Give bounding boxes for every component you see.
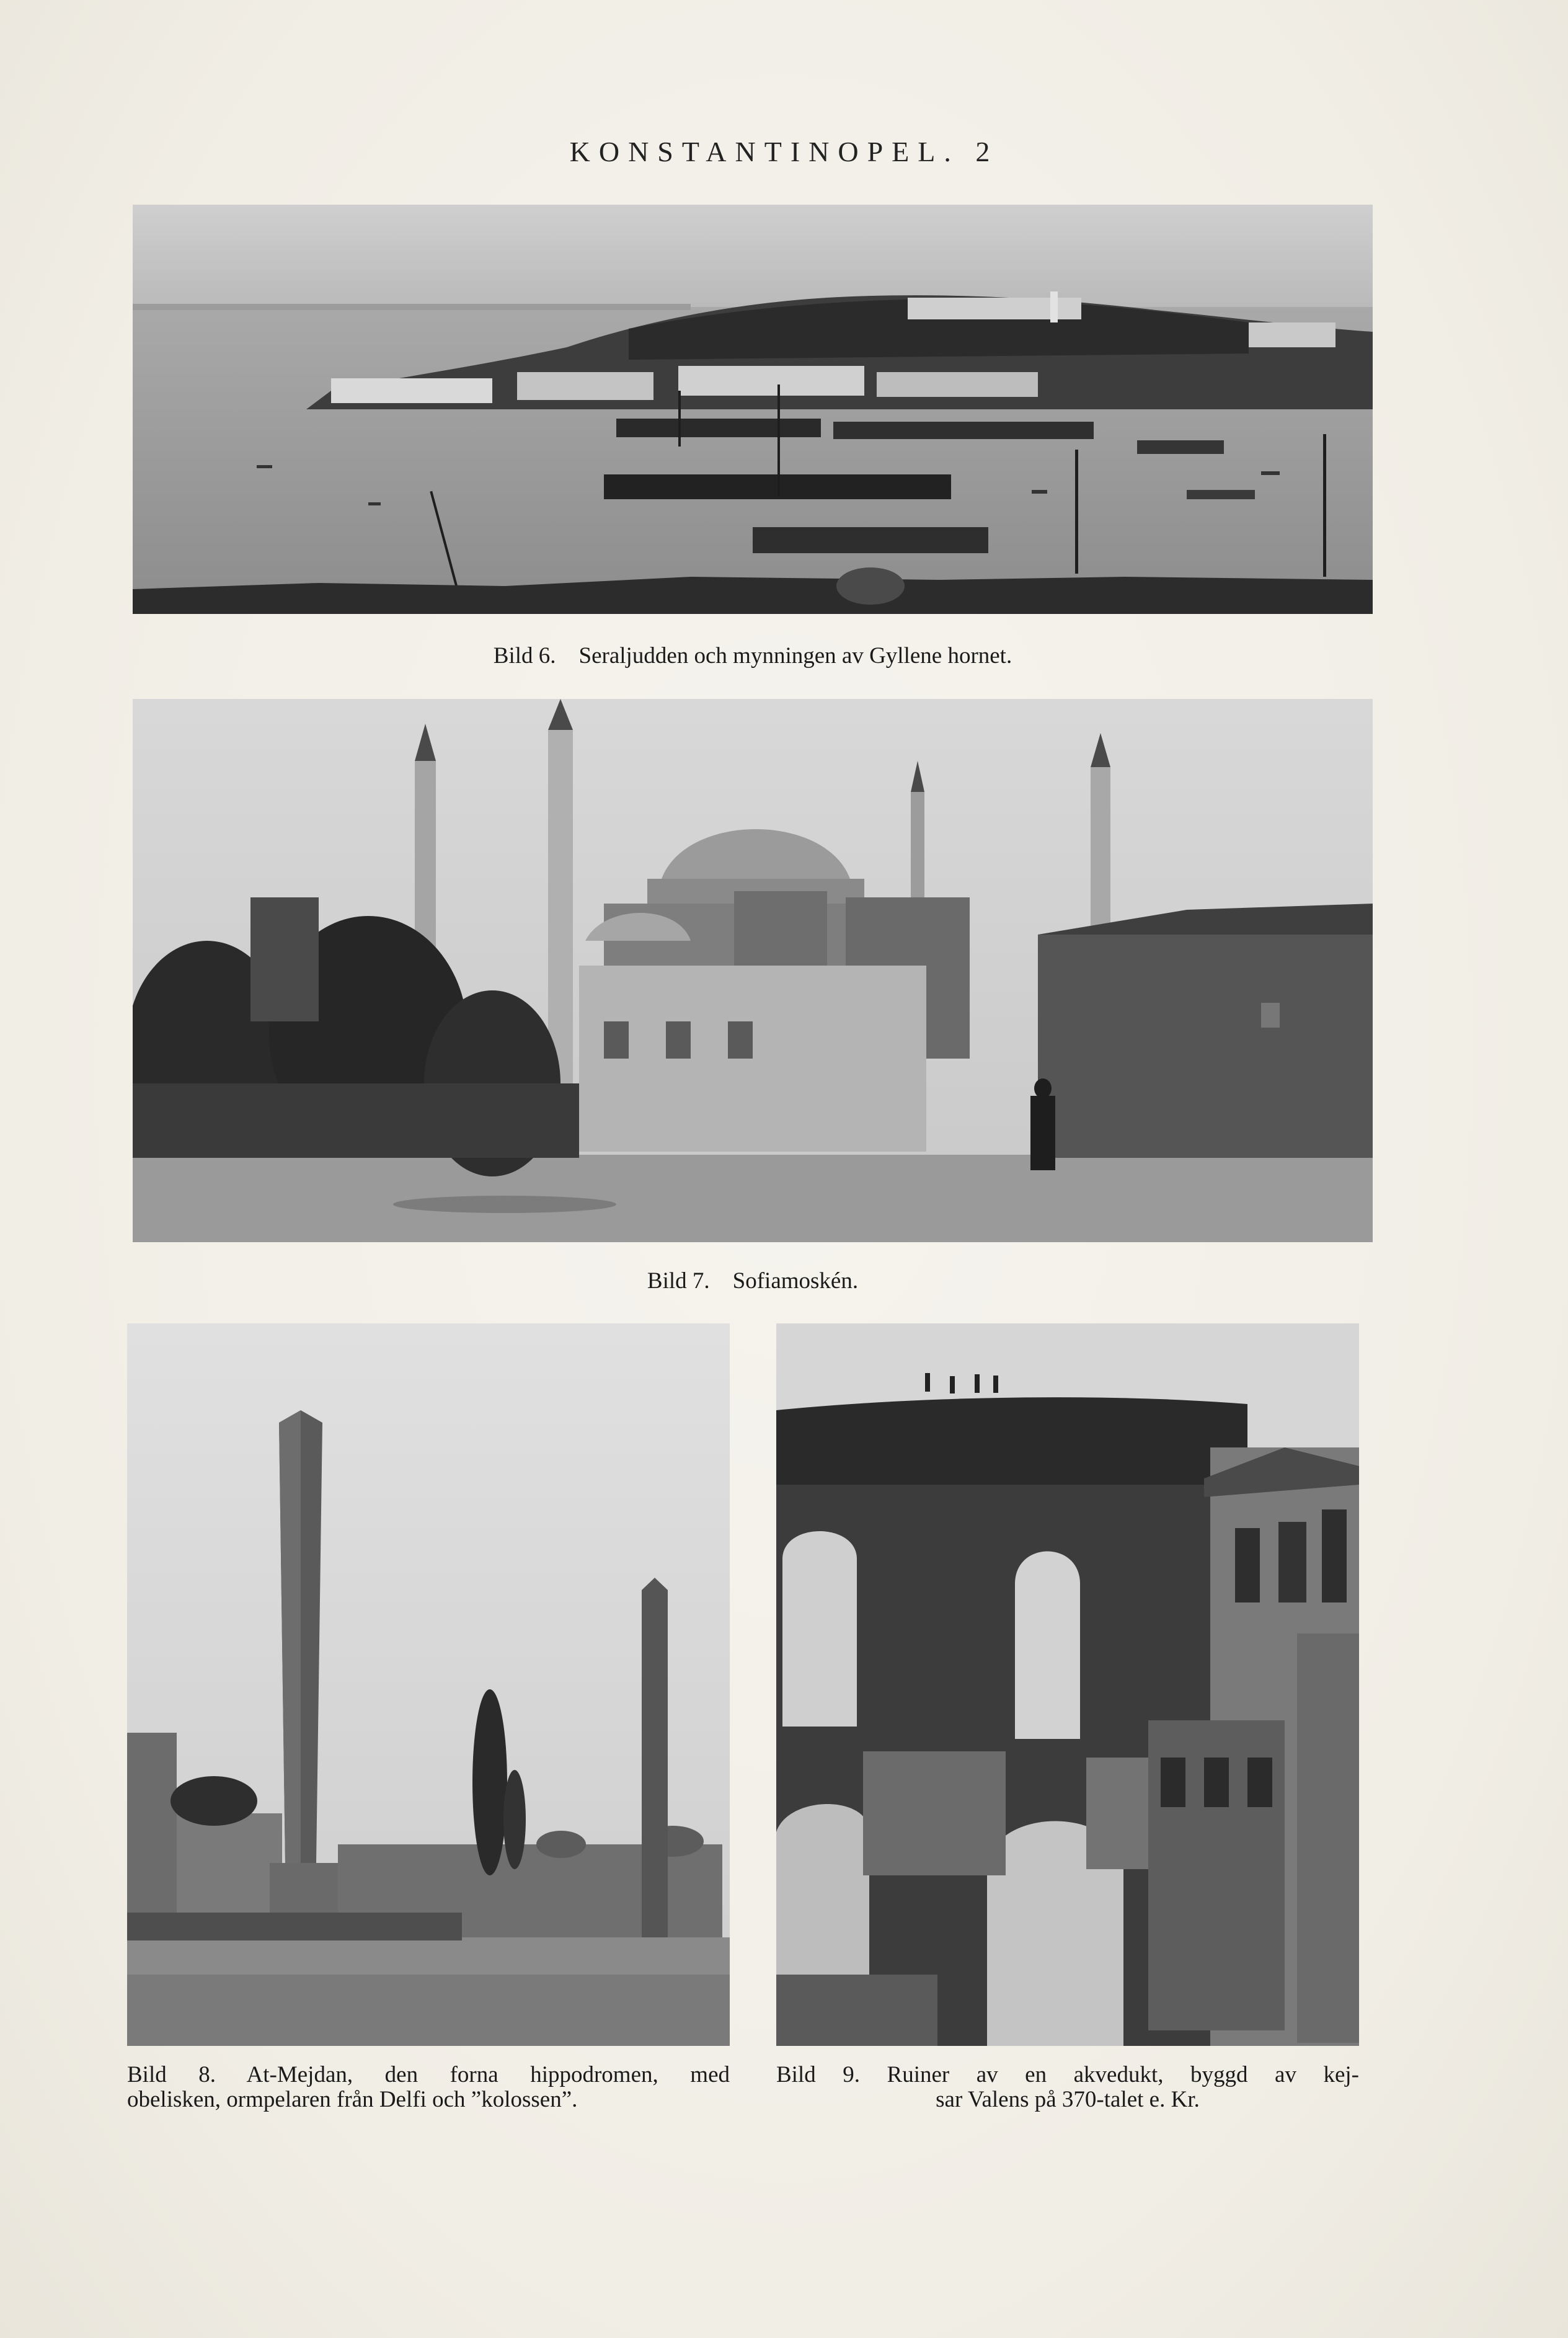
caption-text: Sofiamoskén.	[732, 1268, 859, 1294]
caption-label: Bild 9.	[776, 2062, 861, 2087]
caption-bild-6	[133, 644, 1373, 669]
caption-bild-9	[776, 2063, 1359, 2112]
caption-text-line-2: sar Valens på 370-talet e. Kr.	[936, 2087, 1200, 2112]
caption-text-line-1: At-Mejdan, den forna hippodromen, med	[246, 2062, 730, 2087]
caption-text: Seraljudden och mynningen av Gyllene hornet.	[578, 643, 1012, 669]
caption-text-line-2: obelisken, ormpelaren från Delfi och ”kolossen”.	[127, 2087, 578, 2112]
page-header: KONSTANTINOPEL. 2	[569, 136, 999, 167]
photo-seraglio-point	[133, 205, 1373, 614]
photo-hagia-sophia	[133, 699, 1373, 1242]
photo-valens-aqueduct	[776, 1323, 1359, 2046]
photo-hippodrome-obelisk	[127, 1323, 730, 2046]
caption-label: Bild 6.	[493, 643, 556, 669]
caption-label: Bild 7.	[647, 1268, 710, 1294]
caption-label: Bild 8.	[127, 2062, 216, 2087]
caption-text-line-1: Ruiner av en akvedukt, byggd av kej-	[887, 2062, 1359, 2087]
caption-bild-8	[127, 2063, 730, 2112]
caption-bild-7	[133, 1269, 1373, 1294]
